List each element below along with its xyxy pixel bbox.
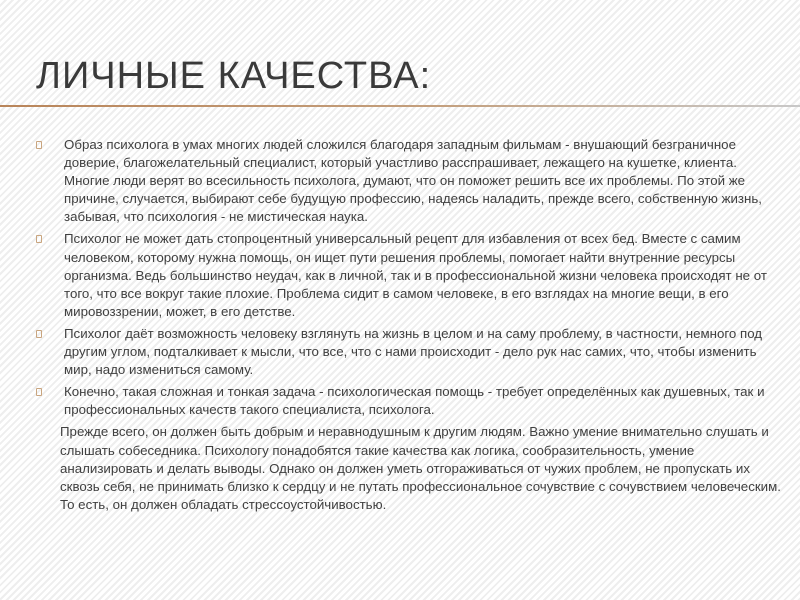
- bullet-item-4: [36, 383, 782, 419]
- bullet-item-3: [36, 325, 782, 379]
- closing-text: Прежде всего, он должен быть добрым и неравнодушным к другим людям. Важно умение внимательно слушать и слышать собеседника. Психологу понадобятся такие качества как логика, сообразительность, умение анализировать и делать выводы. Однако он должен уметь отгораживаться от чужих проблем, не пропускать их сквозь себя, не принимать близко к сердцу и не путать профессиональное сочувствие с сочувствием человеческим. То есть, он должен обладать стрессоустойчивостью.: [60, 424, 781, 512]
- bullet-icon: [36, 235, 42, 243]
- bullet-icon: [36, 141, 42, 149]
- slide-title: ЛИЧНЫЕ КАЧЕСТВА:: [36, 55, 432, 97]
- bullet-icon: [36, 388, 42, 396]
- slide-body: [36, 136, 782, 518]
- bullet-text: Конечно, такая сложная и тонкая задача - психологическая помощь - требует определённых как душевных, так и профессиональных качеств такого специалиста, психолога.: [64, 384, 765, 418]
- bullet-item-1: [36, 136, 782, 226]
- closing-paragraph: [36, 423, 782, 513]
- bullet-icon: [36, 330, 42, 338]
- bullet-text: Психолог даёт возможность человеку взглянуть на жизнь в целом и на саму проблему, в частности, немного под другим углом, подталкивает к мысли, что все, что с нами происходит - дело рук нас самих, что, чтобы изменить мир, надо измениться самому.: [64, 325, 763, 378]
- bullet-text: Психолог не может дать стопроцентный универсальный рецепт для избавления от всех бед. Вместе с самим человеком, которому нужна помощь, он ищет пути решения проблемы, помогает найти внутренние ресурсы организма. Ведь большинство неудач, как в личной, так и в профессиональной жизни человека происходят не от того, что все вокруг такие плохие. Проблема сидит в самом человеке, в его взглядах на многие вещи, в его мировоззрении, может, в его детстве.: [64, 231, 767, 319]
- bullet-item-2: [36, 230, 782, 320]
- bullet-text: Образ психолога в умах многих людей сложился благодаря западным фильмам - внушающий безграничное доверие, благожелательный специалист, который участливо расспрашивает, лежащего на кушетке, клиента. Многие люди верят во всесильность психолога, думают, что он поможет решить все их проблемы. По этой же причине, случается, выбирают себе будущую профессию, надеясь наладить, прежде всего, собственную жизнь, забывая, что психология - не мистическая наука.: [64, 137, 762, 225]
- title-divider: [0, 105, 800, 107]
